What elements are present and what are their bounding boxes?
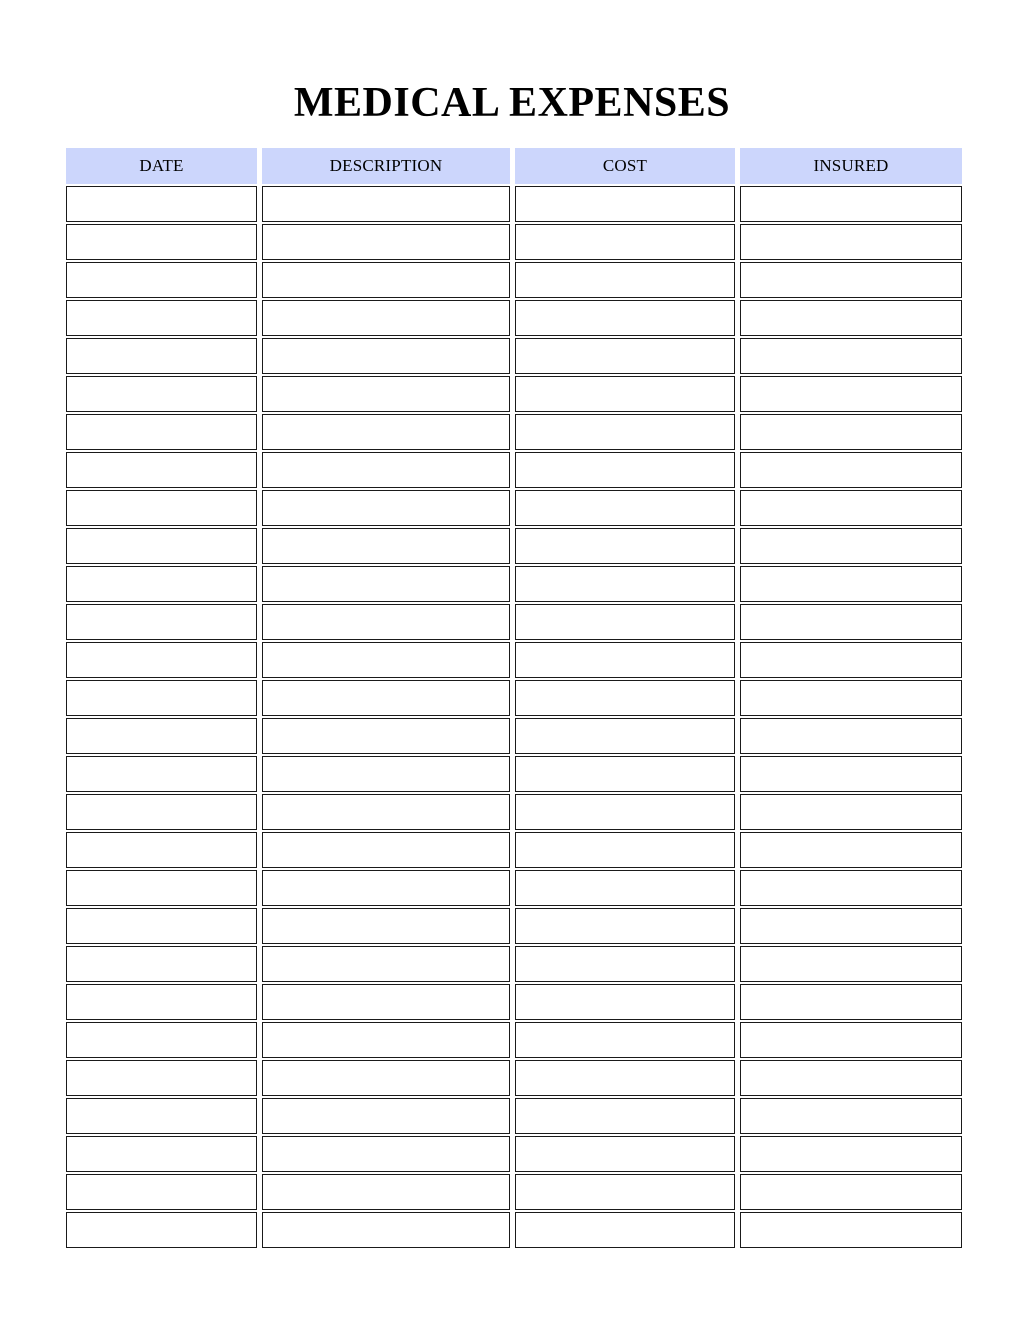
description-field[interactable] (262, 262, 510, 298)
cost-field[interactable] (515, 756, 735, 792)
description-field[interactable] (262, 680, 510, 716)
table-row (66, 1174, 962, 1212)
insured-field[interactable] (740, 452, 962, 488)
description-field[interactable] (262, 490, 510, 526)
cost-field[interactable] (515, 718, 735, 754)
table-row (66, 794, 962, 832)
insured-field[interactable] (740, 338, 962, 374)
insured-field[interactable] (740, 1022, 962, 1058)
cost-field[interactable] (515, 338, 735, 374)
date-field[interactable] (66, 1022, 257, 1058)
description-field[interactable] (262, 224, 510, 260)
description-field[interactable] (262, 870, 510, 906)
table-row (66, 870, 962, 908)
insured-field[interactable] (740, 414, 962, 450)
table-row (66, 1060, 962, 1098)
table-header-row (66, 148, 962, 186)
insured-field[interactable] (740, 566, 962, 602)
cost-field[interactable] (515, 794, 735, 830)
date-field[interactable] (66, 186, 257, 222)
date-field[interactable] (66, 680, 257, 716)
table-row (66, 376, 962, 414)
cost-field[interactable] (515, 604, 735, 640)
date-field[interactable] (66, 908, 257, 944)
date-field[interactable] (66, 1212, 257, 1248)
table-row (66, 566, 962, 604)
date-field[interactable] (66, 832, 257, 868)
description-field[interactable] (262, 946, 510, 982)
description-field[interactable] (262, 1136, 510, 1172)
date-field[interactable] (66, 1098, 257, 1134)
insured-field[interactable] (740, 680, 962, 716)
description-field[interactable] (262, 604, 510, 640)
insured-field[interactable] (740, 224, 962, 260)
table-row (66, 262, 962, 300)
description-field[interactable] (262, 566, 510, 602)
date-field[interactable] (66, 528, 257, 564)
insured-field[interactable] (740, 376, 962, 412)
cost-field[interactable] (515, 376, 735, 412)
insured-field[interactable] (740, 1212, 962, 1248)
description-field[interactable] (262, 756, 510, 792)
table-row (66, 604, 962, 642)
column-header-cost: COST (515, 148, 735, 184)
date-field[interactable] (66, 338, 257, 374)
cost-field[interactable] (515, 908, 735, 944)
cost-field[interactable] (515, 946, 735, 982)
description-field[interactable] (262, 338, 510, 374)
date-field[interactable] (66, 946, 257, 982)
insured-field[interactable] (740, 1098, 962, 1134)
insured-field[interactable] (740, 832, 962, 868)
table-row (66, 414, 962, 452)
date-field[interactable] (66, 452, 257, 488)
description-field[interactable] (262, 1174, 510, 1210)
description-field[interactable] (262, 718, 510, 754)
table-row (66, 832, 962, 870)
insured-field[interactable] (740, 300, 962, 336)
insured-field[interactable] (740, 870, 962, 906)
cost-field[interactable] (515, 528, 735, 564)
description-field[interactable] (262, 984, 510, 1020)
insured-field[interactable] (740, 718, 962, 754)
description-field[interactable] (262, 1022, 510, 1058)
insured-field[interactable] (740, 984, 962, 1020)
table-row (66, 642, 962, 680)
date-field[interactable] (66, 870, 257, 906)
cost-field[interactable] (515, 1060, 735, 1096)
description-field[interactable] (262, 528, 510, 564)
column-header-date: DATE (66, 148, 257, 184)
description-field[interactable] (262, 794, 510, 830)
insured-field[interactable] (740, 262, 962, 298)
cost-field[interactable] (515, 870, 735, 906)
date-field[interactable] (66, 224, 257, 260)
insured-field[interactable] (740, 642, 962, 678)
column-header-insured: INSURED (740, 148, 962, 184)
table-row (66, 946, 962, 984)
insured-field[interactable] (740, 946, 962, 982)
cost-field[interactable] (515, 186, 735, 222)
table-row (66, 718, 962, 756)
table-row (66, 680, 962, 718)
description-field[interactable] (262, 908, 510, 944)
insured-field[interactable] (740, 604, 962, 640)
date-field[interactable] (66, 1136, 257, 1172)
table-body (66, 186, 962, 1250)
cost-field[interactable] (515, 1098, 735, 1134)
description-field[interactable] (262, 376, 510, 412)
date-field[interactable] (66, 490, 257, 526)
expenses-table (66, 148, 962, 1250)
description-field[interactable] (262, 1212, 510, 1248)
description-field[interactable] (262, 832, 510, 868)
table-row (66, 338, 962, 376)
date-field[interactable] (66, 1174, 257, 1210)
insured-field[interactable] (740, 490, 962, 526)
insured-field[interactable] (740, 756, 962, 792)
cost-field[interactable] (515, 1022, 735, 1058)
table-row (66, 490, 962, 528)
description-field[interactable] (262, 414, 510, 450)
date-field[interactable] (66, 300, 257, 336)
cost-field[interactable] (515, 566, 735, 602)
table-row (66, 1212, 962, 1250)
cost-field[interactable] (515, 224, 735, 260)
cost-field[interactable] (515, 414, 735, 450)
cost-field[interactable] (515, 262, 735, 298)
column-header-description: DESCRIPTION (262, 148, 510, 184)
cost-field[interactable] (515, 984, 735, 1020)
insured-field[interactable] (740, 794, 962, 830)
date-field[interactable] (66, 566, 257, 602)
table-row (66, 756, 962, 794)
cost-field[interactable] (515, 1212, 735, 1248)
cost-field[interactable] (515, 490, 735, 526)
date-field[interactable] (66, 794, 257, 830)
table-row (66, 452, 962, 490)
date-field[interactable] (66, 414, 257, 450)
table-row (66, 300, 962, 338)
description-field[interactable] (262, 1098, 510, 1134)
insured-field[interactable] (740, 528, 962, 564)
table-row (66, 908, 962, 946)
table-row (66, 224, 962, 262)
date-field[interactable] (66, 642, 257, 678)
description-field[interactable] (262, 186, 510, 222)
description-field[interactable] (262, 1060, 510, 1096)
cost-field[interactable] (515, 1174, 735, 1210)
table-row (66, 186, 962, 224)
insured-field[interactable] (740, 1174, 962, 1210)
cost-field[interactable] (515, 300, 735, 336)
cost-field[interactable] (515, 642, 735, 678)
date-field[interactable] (66, 262, 257, 298)
date-field[interactable] (66, 984, 257, 1020)
insured-field[interactable] (740, 1060, 962, 1096)
date-field[interactable] (66, 604, 257, 640)
table-row (66, 1022, 962, 1060)
table-row (66, 984, 962, 1022)
description-field[interactable] (262, 300, 510, 336)
insured-field[interactable] (740, 908, 962, 944)
description-field[interactable] (262, 452, 510, 488)
insured-field[interactable] (740, 1136, 962, 1172)
table-row (66, 1098, 962, 1136)
description-field[interactable] (262, 642, 510, 678)
date-field[interactable] (66, 718, 257, 754)
table-row (66, 1136, 962, 1174)
date-field[interactable] (66, 1060, 257, 1096)
table-row (66, 528, 962, 566)
page-title: MEDICAL EXPENSES (293, 80, 731, 126)
cost-field[interactable] (515, 832, 735, 868)
cost-field[interactable] (515, 680, 735, 716)
insured-field[interactable] (740, 186, 962, 222)
cost-field[interactable] (515, 452, 735, 488)
cost-field[interactable] (515, 1136, 735, 1172)
date-field[interactable] (66, 376, 257, 412)
date-field[interactable] (66, 756, 257, 792)
